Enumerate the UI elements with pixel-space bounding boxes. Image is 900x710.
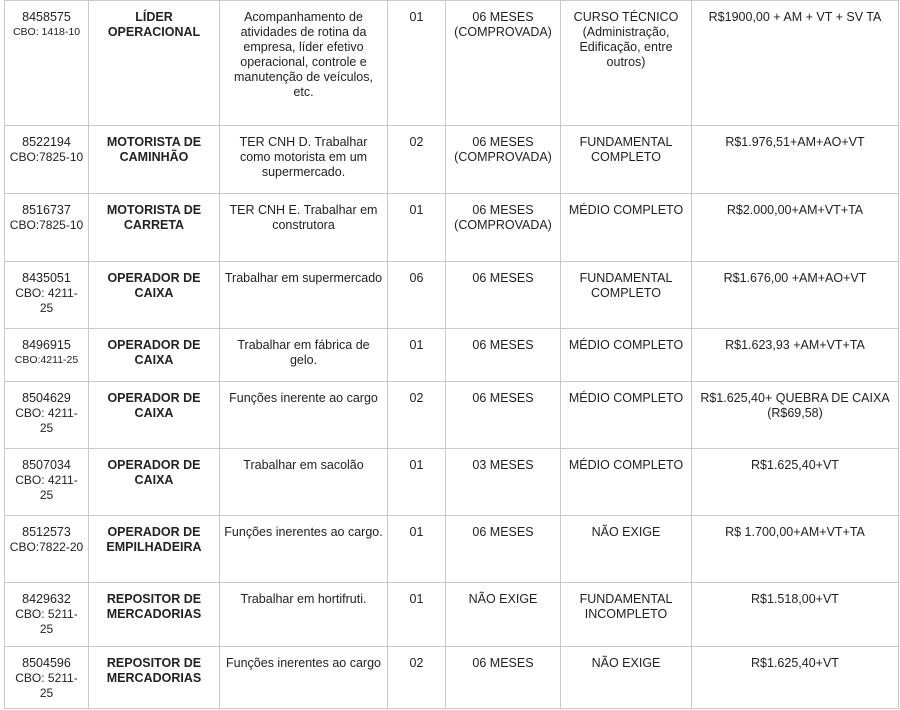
job-title: LÍDER OPERACIONAL [89,1,220,126]
experience-required: 06 MESES [446,382,561,449]
job-title: OPERADOR DE CAIXA [89,262,220,329]
table-row [5,516,899,583]
vacancy-code: 8512573 [22,525,71,539]
cbo-code: CBO:7822-20 [9,540,84,554]
education-required: MÉDIO COMPLETO [561,449,692,516]
vacancy-count: 02 [388,382,446,449]
table-row [5,449,899,516]
job-title: MOTORISTA DE CAMINHÃO [89,126,220,194]
education-required: NÃO EXIGE [561,647,692,709]
cbo-code: CBO:7825-10 [9,150,84,164]
job-description: TER CNH E. Trabalhar em construtora [220,194,388,262]
salary-benefits: R$1.676,00 +AM+AO+VT [692,262,899,329]
table-row [5,647,899,709]
experience-required: 06 MESES [446,262,561,329]
salary-benefits: R$1.518,00+VT [692,583,899,647]
job-description: Funções inerente ao cargo [220,382,388,449]
vacancy-code: 8435051 [22,271,71,285]
job-description: Trabalhar em hortifruti. [220,583,388,647]
job-listings-table [4,0,899,709]
vacancy-code-cell [5,583,89,647]
vacancy-code: 8522194 [22,135,71,149]
salary-benefits: R$1.625,40+ QUEBRA DE CAIXA (R$69,58) [692,382,899,449]
table-row [5,262,899,329]
cbo-code: CBO: 4211-25 [15,406,78,435]
job-description: Funções inerentes ao cargo. [220,516,388,583]
salary-benefits: R$1.623,93 +AM+VT+TA [692,329,899,382]
salary-benefits: R$1.625,40+VT [692,647,899,709]
vacancy-code: 8516737 [22,203,71,217]
vacancy-count: 01 [388,194,446,262]
job-listings-table-wrapper [4,0,898,709]
job-description: Acompanhamento de atividades de rotina da empresa, líder efetivo operacional, controle e manutenção de veículos, etc. [220,1,388,126]
vacancy-code-cell [5,262,89,329]
job-description: Trabalhar em supermercado [220,262,388,329]
salary-benefits: R$1900,00 + AM + VT + SV TA [692,1,899,126]
vacancy-count: 01 [388,329,446,382]
salary-benefits: R$2.000,00+AM+VT+TA [692,194,899,262]
cbo-code: CBO:7825-10 [9,218,84,232]
table-row [5,126,899,194]
table-row [5,194,899,262]
education-required: CURSO TÉCNICO (Administração, Edificação, entre outros) [561,1,692,126]
vacancy-code: 8504629 [22,391,71,405]
education-required: NÃO EXIGE [561,516,692,583]
table-row [5,382,899,449]
education-required: MÉDIO COMPLETO [561,194,692,262]
vacancy-code: 8507034 [22,458,71,472]
education-required: MÉDIO COMPLETO [561,329,692,382]
cbo-code: CBO: 1418-10 [12,26,81,38]
experience-required: 06 MESES (COMPROVADA) [446,1,561,126]
job-description: Funções inerentes ao cargo [220,647,388,709]
education-required: FUNDAMENTAL COMPLETO [561,262,692,329]
job-title: REPOSITOR DE MERCADORIAS [89,647,220,709]
vacancy-code-cell [5,1,89,126]
salary-benefits: R$1.625,40+VT [692,449,899,516]
vacancy-code-cell [5,382,89,449]
job-title: REPOSITOR DE MERCADORIAS [89,583,220,647]
job-description: TER CNH D. Trabalhar como motorista em um supermercado. [220,126,388,194]
vacancy-code-cell [5,449,89,516]
vacancy-code-cell [5,647,89,709]
job-title: OPERADOR DE CAIXA [89,382,220,449]
job-description: Trabalhar em sacolão [220,449,388,516]
experience-required: 06 MESES (COMPROVADA) [446,194,561,262]
vacancy-count: 02 [388,126,446,194]
cbo-code: CBO: 5211-25 [15,671,78,700]
experience-required: 06 MESES [446,516,561,583]
education-required: FUNDAMENTAL COMPLETO [561,126,692,194]
cbo-code: CBO: 4211-25 [15,286,78,315]
table-row [5,583,899,647]
education-required: MÉDIO COMPLETO [561,382,692,449]
experience-required: 06 MESES [446,329,561,382]
education-required: FUNDAMENTAL INCOMPLETO [561,583,692,647]
job-title: OPERADOR DE CAIXA [89,329,220,382]
vacancy-code: 8504596 [22,656,71,670]
job-title: OPERADOR DE CAIXA [89,449,220,516]
vacancy-code-cell [5,194,89,262]
experience-required: 06 MESES (COMPROVADA) [446,126,561,194]
job-description: Trabalhar em fábrica de gelo. [220,329,388,382]
cbo-code: CBO:4211-25 [14,354,79,366]
cbo-code: CBO: 5211-25 [15,607,78,636]
table-row [5,329,899,382]
vacancy-count: 01 [388,583,446,647]
experience-required: 06 MESES [446,647,561,709]
job-title: MOTORISTA DE CARRETA [89,194,220,262]
vacancy-code: 8496915 [22,338,71,352]
salary-benefits: R$ 1.700,00+AM+VT+TA [692,516,899,583]
table-row [5,1,899,126]
salary-benefits: R$1.976,51+AM+AO+VT [692,126,899,194]
vacancy-code: 8429632 [22,592,71,606]
experience-required: NÃO EXIGE [446,583,561,647]
vacancy-count: 01 [388,449,446,516]
vacancy-count: 01 [388,516,446,583]
cbo-code: CBO: 4211-25 [15,473,78,502]
vacancy-count: 01 [388,1,446,126]
job-title: OPERADOR DE EMPILHADEIRA [89,516,220,583]
vacancy-count: 06 [388,262,446,329]
vacancy-code: 8458575 [22,10,71,24]
vacancy-code-cell [5,126,89,194]
vacancy-count: 02 [388,647,446,709]
vacancy-code-cell [5,516,89,583]
experience-required: 03 MESES [446,449,561,516]
vacancy-code-cell [5,329,89,382]
